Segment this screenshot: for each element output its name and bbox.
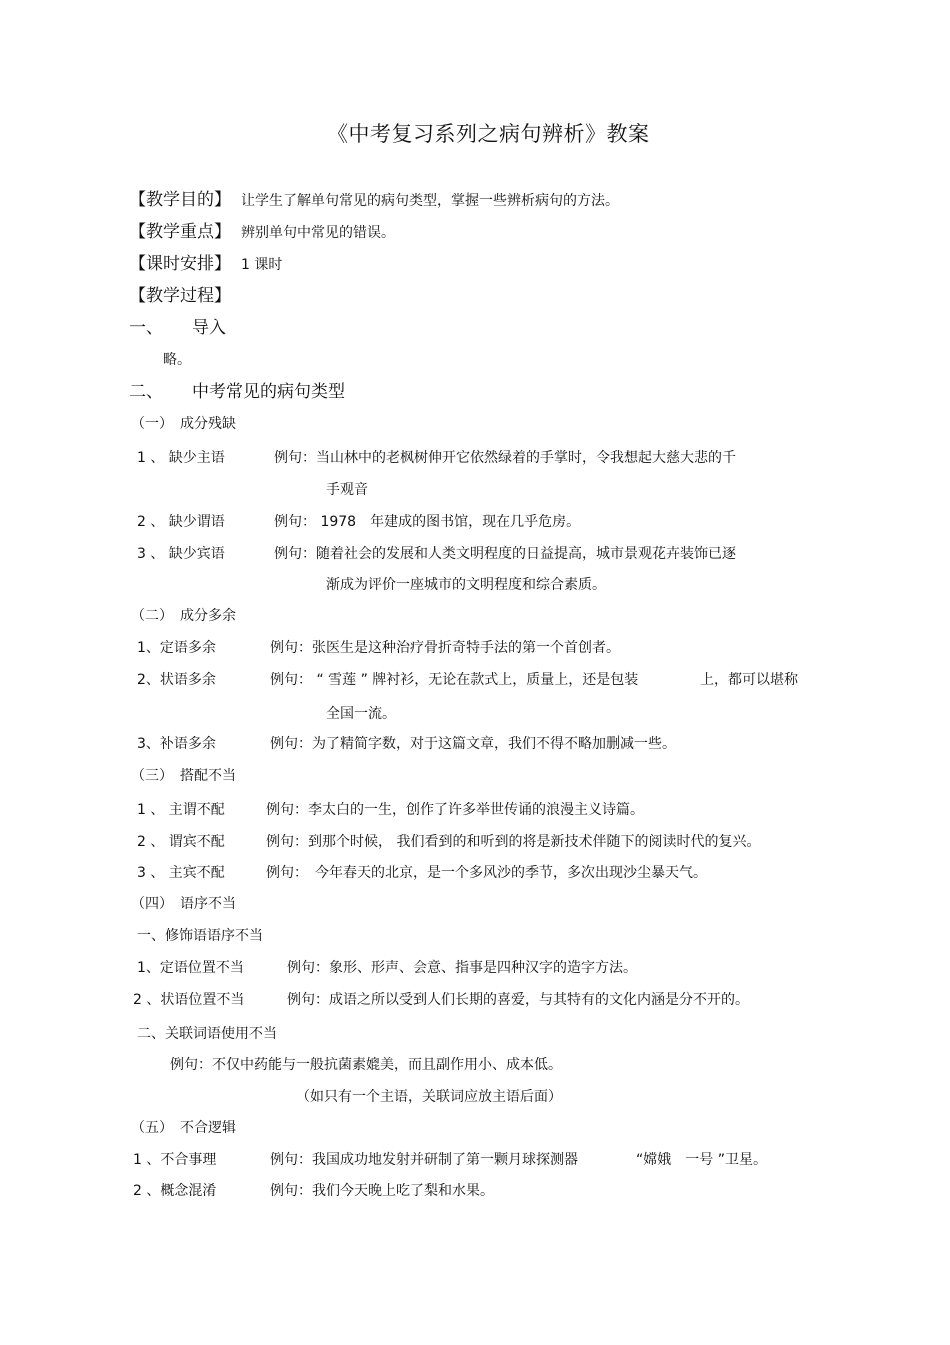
group3-heading: （三） 搭配不当: [131, 768, 236, 784]
group3-item3-example: 例句： 今年春天的北京，是一个多风沙的季节，多次出现沙尘暴天气。: [266, 865, 707, 881]
group4-sub2-note: （如只有一个主语，关联词应放主语后面）: [296, 1089, 562, 1105]
group3-item2-example: 例句：到那个时候， 我们看到的和听到的将是新技术伴随下的阅读时代的复兴。: [266, 834, 761, 850]
group1-item1-example-cont: 手观音: [326, 482, 368, 498]
group2-item2-example-cont: 全国一流。: [326, 706, 396, 722]
group5-item1-label: 1 、不合事理: [133, 1152, 217, 1168]
group3-item1-example: 例句：李太白的一生，创作了许多举世传诵的浪漫主义诗篇。: [266, 802, 644, 818]
group2-item3-label: 3、补语多余: [137, 736, 216, 752]
group3-item3-label: 3 、 主宾不配: [137, 865, 225, 881]
group4-item2-example: 例句：成语之所以受到人们长期的喜爱，与其特有的文化内涵是分不开的。: [287, 992, 749, 1008]
purpose-text: 让学生了解单句常见的病句类型，掌握一些辨析病句的方法。: [241, 193, 619, 209]
process-label: 【教学过程】: [129, 286, 231, 306]
group1-item1-label: 1 、 缺少主语: [137, 450, 225, 466]
part2-number: 二、: [129, 382, 163, 402]
group5-item2-label: 2 、概念混淆: [133, 1183, 217, 1199]
group4-item1-label: 1、定语位置不当: [137, 960, 244, 976]
part1-number: 一、: [129, 318, 163, 338]
group4-sub2-example: 例句：不仅中药能与一般抗菌素媲美，而且副作用小、成本低。: [170, 1057, 562, 1073]
focus-text: 辨别单句中常见的错误。: [241, 225, 395, 241]
group4-item1-example: 例句：象形、形声、会意、指事是四种汉字的造字方法。: [287, 960, 637, 976]
group1-item1-example: 例句：当山林中的老枫树伸开它依然绿着的手掌时，令我想起大慈大悲的千: [274, 450, 736, 466]
hours-text: 1 课时: [241, 257, 283, 273]
hours-label: 【课时安排】: [129, 254, 231, 274]
part1-title: 导入: [192, 318, 226, 338]
focus-label: 【教学重点】: [129, 222, 231, 242]
group2-item2-example-tail: 上，都可以堪称: [700, 672, 798, 688]
group4-item2-label: 2 、状语位置不当: [133, 992, 245, 1008]
group4-subheading1: 一、修饰语语序不当: [137, 928, 263, 944]
part1-body: 略。: [163, 352, 191, 368]
group5-item1-example-tail: “嫦娥 一号 ”卫星。: [636, 1152, 767, 1168]
group1-item2-label: 2 、 缺少谓语: [137, 514, 225, 530]
group2-heading: （二） 成分多余: [131, 608, 236, 624]
group3-item2-label: 2 、 谓宾不配: [137, 834, 225, 850]
group4-heading: （四） 语序不当: [131, 896, 236, 912]
document-title: 《中考复习系列之病句辨析》教案: [327, 122, 650, 146]
group3-item1-label: 1 、 主谓不配: [137, 802, 225, 818]
group2-item3-example: 例句：为了精简字数，对于这篇文章，我们不得不略加删减一些。: [270, 736, 676, 752]
group2-item1-example: 例句：张医生是这种治疗骨折奇特手法的第一个首创者。: [270, 640, 620, 656]
group2-item1-label: 1、定语多余: [137, 640, 216, 656]
group1-item3-label: 3 、 缺少宾语: [137, 546, 225, 562]
group5-item2-example: 例句：我们今天晚上吃了梨和水果。: [270, 1183, 494, 1199]
group1-heading: （一） 成分残缺: [131, 416, 236, 432]
group2-item2-example: 例句： “ 雪莲 ” 牌衬衫，无论在款式上，质量上，还是包装: [270, 672, 639, 688]
group4-subheading2: 二、关联词语使用不当: [137, 1026, 277, 1042]
part2-title: 中考常见的病句类型: [192, 382, 345, 402]
group5-heading: （五） 不合逻辑: [131, 1120, 236, 1136]
group2-item2-label: 2、状语多余: [137, 672, 216, 688]
group5-item1-example: 例句：我国成功地发射并研制了第一颗月球探测器: [270, 1152, 578, 1168]
group1-item3-example-cont: 渐成为评价一座城市的文明程度和综合素质。: [326, 577, 606, 593]
purpose-label: 【教学目的】: [129, 190, 231, 210]
group1-item2-example: 例句： 1978 年建成的图书馆，现在几乎危房。: [274, 514, 581, 530]
group1-item3-example: 例句：随着社会的发展和人类文明程度的日益提高，城市景观花卉装饰已逐: [274, 546, 736, 562]
